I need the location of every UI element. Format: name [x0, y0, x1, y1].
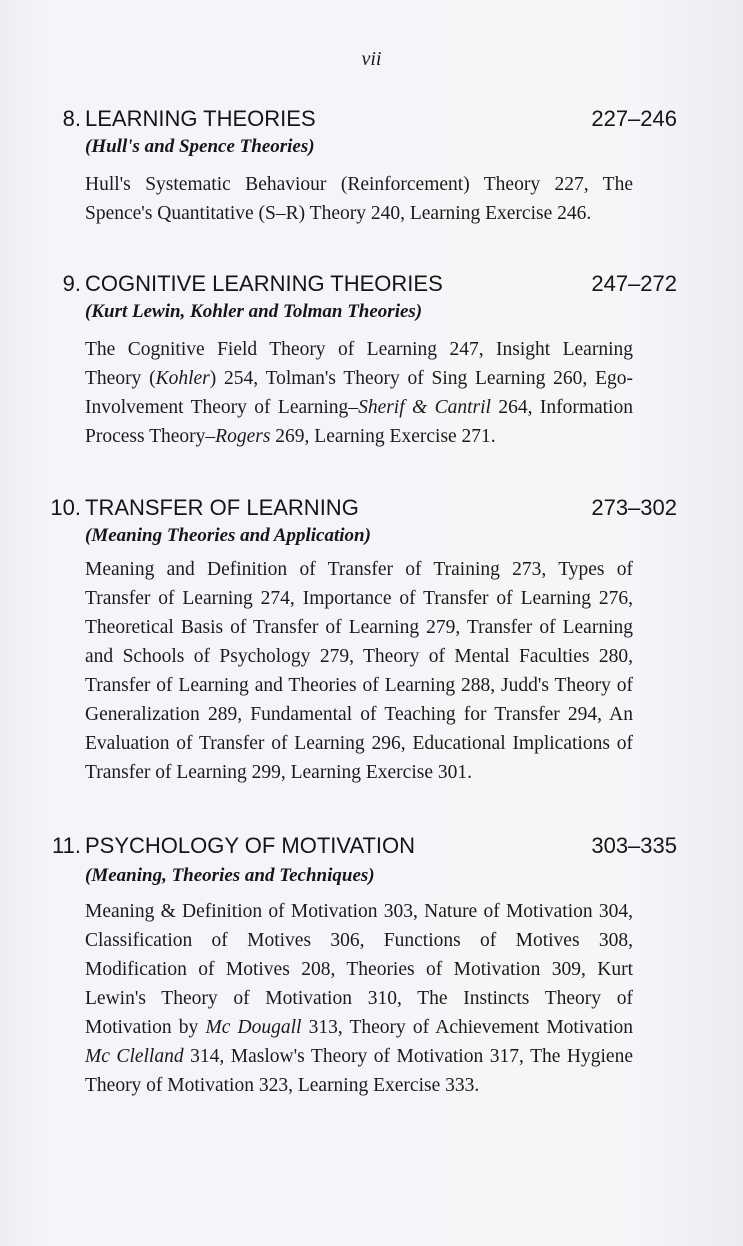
chapter-number: 10.: [50, 495, 81, 520]
chapter-number: 11.: [52, 833, 81, 858]
author-name: Kohler: [155, 368, 210, 389]
chapter-9: [0, 271, 743, 447]
chapter-page-range: 227–246: [591, 106, 677, 131]
chapter-number: 8.: [62, 106, 81, 131]
contents-text: 264, Information Process Theory–: [85, 397, 633, 447]
chapter-subtitle: (Meaning, Theories and Techniques): [85, 865, 375, 886]
chapter-subtitle: (Hull's and Spence Theories): [85, 136, 315, 157]
chapter-8: [0, 106, 743, 224]
chapter-heading: [0, 495, 743, 529]
contents-text: 269, Learning Exercise 271.: [270, 426, 496, 447]
chapter-page-range: 273–302: [591, 495, 677, 520]
chapter-title: TRANSFER OF LEARNING: [85, 495, 359, 520]
chapter-page-range: 247–272: [591, 271, 677, 296]
author-name: Sherif & Cantril: [358, 397, 491, 418]
chapter-title: LEARNING THEORIES: [85, 106, 316, 131]
chapter-heading: [0, 106, 743, 140]
contents-text: 313, Theory of Achievement Motivation: [301, 1017, 633, 1038]
chapter-10: [0, 495, 743, 783]
page-number: vii: [361, 48, 382, 70]
chapter-page-range: 303–335: [591, 833, 677, 858]
contents-text: ) 254, Tolman's Theory of Sing Learning 260, Ego-Involvement Theory of Learning–: [85, 368, 633, 418]
contents-text: The Cognitive Field Theory of Learning 247, Insight Learning Theory (: [85, 339, 633, 389]
chapter-title: COGNITIVE LEARNING THEORIES: [85, 271, 443, 296]
chapter-heading: [0, 833, 743, 867]
chapter-title: PSYCHOLOGY OF MOTIVATION: [85, 833, 416, 858]
chapter-11: [0, 833, 743, 1096]
chapter-heading: [0, 271, 743, 305]
contents-text: Meaning & Definition of Motivation 303, Nature of Motivation 304, Classification of Motives 306, Functions of Motives 308, Modification of Motives 208, Theories of Motivation 309, Kurt Lewin's Theory of Motivation 310, The Instincts Theory of Motivation by: [85, 901, 633, 1038]
author-name: Mc Dougall: [205, 1017, 302, 1038]
chapter-contents: Hull's Systematic Behaviour (Reinforcement) Theory 227, The Spence's Quantitative (S–R) Theory 240, Learning Exercise 246.: [85, 174, 633, 224]
chapter-contents: [85, 897, 633, 1100]
chapter-subtitle: (Kurt Lewin, Kohler and Tolman Theories): [85, 301, 423, 322]
chapter-number: 9.: [62, 271, 81, 296]
chapter-subtitle: (Meaning Theories and Application): [85, 525, 371, 546]
author-name: Rogers: [215, 426, 271, 447]
chapter-contents: [85, 335, 633, 451]
author-name: Mc Clelland: [85, 1046, 184, 1067]
chapter-contents: Meaning and Definition of Transfer of Training 273, Types of Transfer of Learning 274, Importance of Transfer of Learning 276, Theoretical Basis of Transfer of Learning 279, Transfer of Learning and Schools of Psychology 279, Theory of Mental Faculties 280, Transfer of Learning and Theories of Learning 288, Judd's Theory of Generalization 289, Fundamental of Teaching for Transfer 294, An Evaluation of Transfer of Learning 296, Educational Implications of Transfer of Learning 299, Learning Exercise 301.: [85, 559, 633, 783]
contents-text: 314, Maslow's Theory of Motivation 317, The Hygiene Theory of Motivation 323, Learning Exercise 333.: [85, 1046, 633, 1096]
